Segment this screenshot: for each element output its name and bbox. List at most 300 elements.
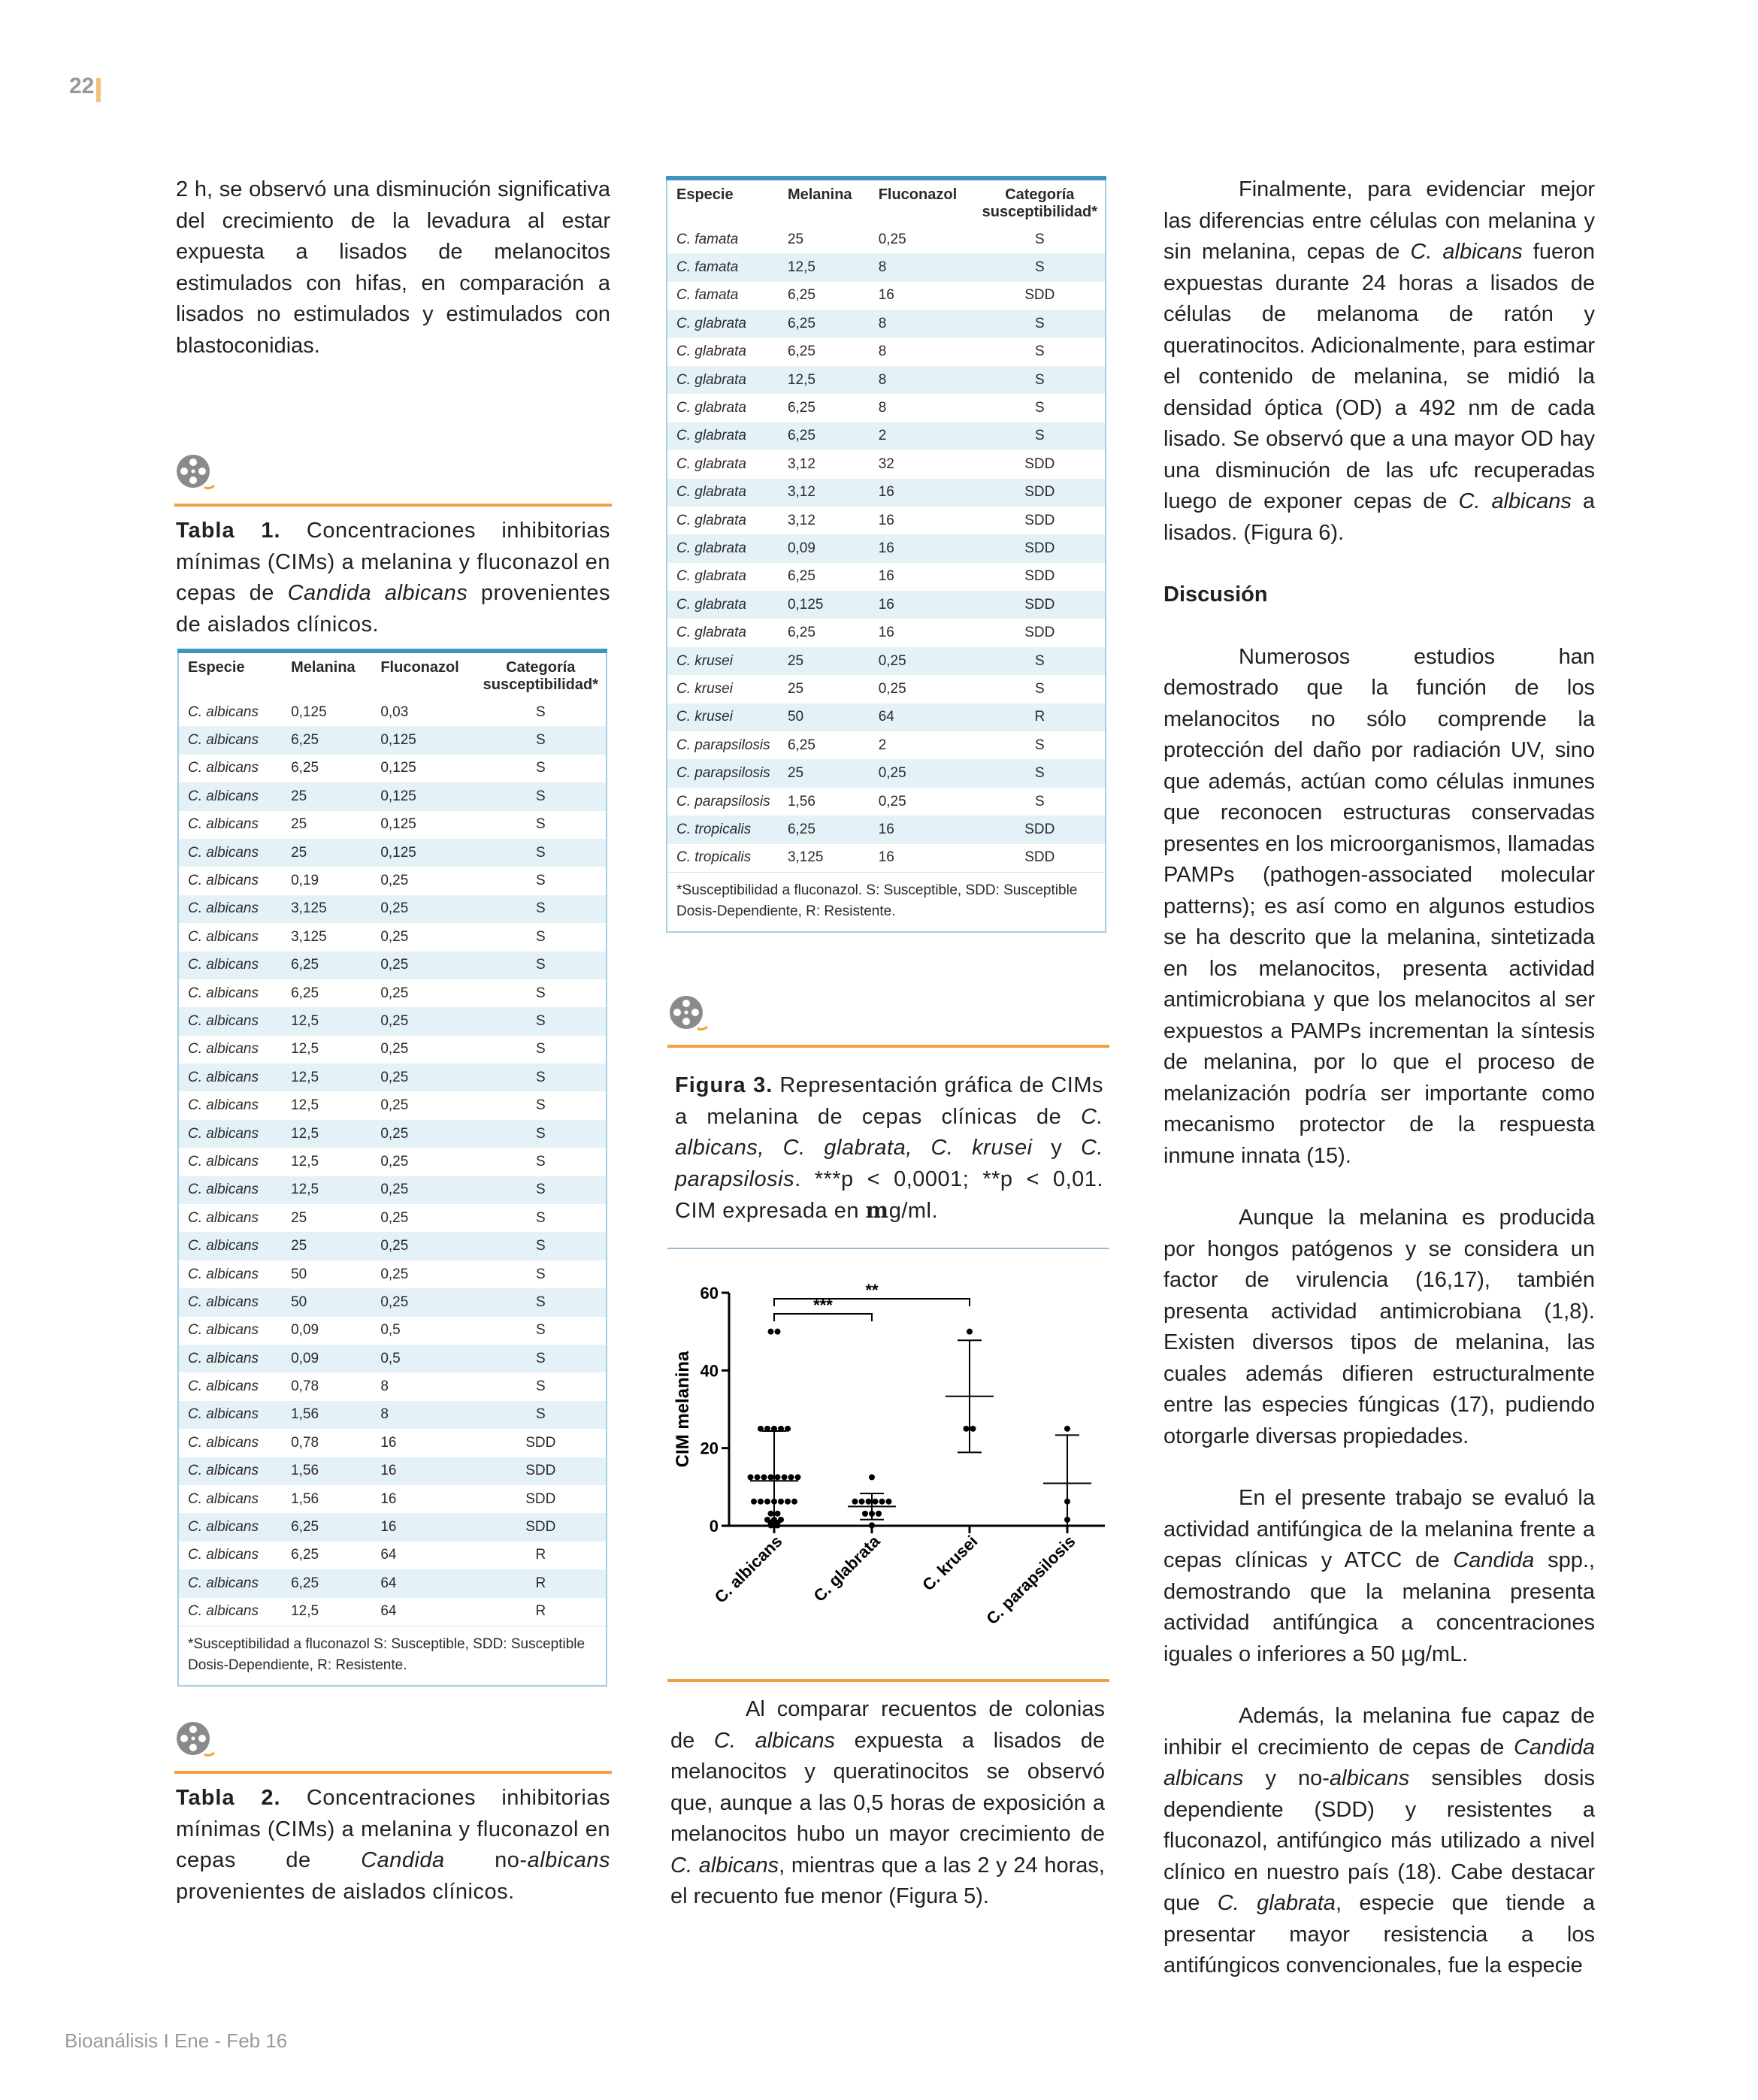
tabla2-cell-categoria: S [1034,231,1045,247]
tabla2-cell-especie: C. parapsilosis [676,765,770,782]
data-point [768,1329,774,1335]
tabla1-cell-especie: C. albicans [188,1519,259,1536]
tabla2-cell-melanina: 6,25 [787,343,815,360]
tabla2-cell-melanina: 50 [787,709,804,725]
tabla2-row [667,338,1106,366]
tabla1-cell-especie: C. albicans [188,1153,259,1170]
tabla1-cell-melanina: 0,78 [291,1378,319,1395]
tabla2-header-row [667,178,1106,225]
data-point [778,1499,784,1505]
tabla2-row [667,534,1106,562]
tabla1-cell-especie: C. albicans [188,985,259,1001]
data-point [758,1499,764,1505]
tabla1-cell-especie: C. albicans [188,1490,259,1507]
tabla2-caption-c: provenientes de aislados clínicos. [176,1879,515,1904]
tabla2-row [667,591,1106,619]
tabla1-cell-melanina: 12,5 [291,1125,319,1142]
tabla1-footnote: *Susceptibilidad a fluconazol S: Susceptible, SDD: Susceptible Dosis-Dependiente, R: Resistente. [178,1626,607,1686]
tabla1-cell-fluconazol: 16 [380,1463,397,1479]
tabla2-cell-especie: C. parapsilosis [676,793,770,809]
tabla2-cell-melanina: 25 [787,652,804,669]
figura3-caption-species2: C. parapsilosis [675,1136,1103,1191]
tabla1-cell-categoria: S [535,1069,546,1085]
tabla1-cell-especie: C. albicans [188,1547,259,1563]
data-point [768,1511,774,1517]
tabla1-cell-categoria: S [535,1406,546,1423]
tabla2-cell-especie: C. glabrata [676,568,746,585]
tabla2-caption [176,1783,610,1908]
tabla1-row [178,755,607,782]
tabla1-cell-especie: C. albicans [188,900,259,917]
tabla1-cell-categoria: S [535,900,546,917]
tabla2-footnote: *Susceptibilidad a fluconazol. S: Susceptible, SDD: Susceptible Dosis-Dependiente, R: Resistente. [667,872,1106,932]
tabla1-cell-especie: C. albicans [188,928,259,945]
tabla1-cell-especie: C. albicans [188,1182,259,1198]
tabla2-cell-especie: C. tropicalis [676,849,752,866]
tabla1-row [178,867,607,894]
film-reel-icon [174,1720,216,1762]
significance-bracket [774,1314,872,1321]
tabla2-row [667,450,1106,478]
right-column-text [1163,174,1595,1982]
data-point [795,1474,801,1480]
tabla2-cell-melanina: 25 [787,765,804,782]
data-point [859,1499,865,1505]
tabla1-row [178,839,607,867]
tabla2-cell-categoria: S [1034,343,1045,360]
tabla2-caption-b: no- [444,1848,528,1872]
tabla1-row [178,952,607,979]
tabla2-cell-fluconazol: 16 [878,625,894,641]
data-point [967,1329,973,1335]
tabla1-cell-melanina: 6,25 [291,1547,319,1563]
data-point [876,1511,882,1517]
y-tick-label: 40 [700,1361,719,1381]
tabla1-row [178,923,607,951]
tabla2-cell-categoria: SDD [1024,596,1055,613]
data-point [751,1499,757,1505]
tabla2-row [667,619,1106,646]
tabla2-header-melanina: Melanina [787,186,852,203]
tabla2-cell-especie: C. glabrata [676,343,746,360]
tabla2-row [667,815,1106,843]
tabla1-cell-fluconazol: 64 [380,1603,397,1620]
figura3-unit-symbol: m [865,1197,889,1223]
tabla2-cell-especie: C. glabrata [676,371,746,388]
tabla1-cell-melanina: 1,56 [291,1463,319,1479]
tabla1-cell-categoria: S [535,1153,546,1170]
x-tick-label: C. albicans [710,1531,786,1607]
tabla1-cell-fluconazol: 16 [380,1490,397,1507]
tabla1-cell-categoria: S [535,1238,546,1254]
tabla1-row [178,1542,607,1569]
tabla1-cell-especie: C. albicans [188,1350,259,1366]
tabla2-cell-especie: C. parapsilosis [676,737,770,753]
data-point [873,1499,879,1505]
tabla1-row [178,1120,607,1148]
data-point [866,1499,872,1505]
tabla2-cell-categoria: S [1034,315,1045,331]
tabla1-row [178,1513,607,1541]
tabla1-cell-especie: C. albicans [188,1294,259,1310]
tabla2-cell-fluconazol: 16 [878,596,894,613]
tabla1-cell-especie: C. albicans [188,844,259,861]
tabla2-cell-fluconazol: 0,25 [878,680,906,697]
tabla2-cell-fluconazol: 8 [878,343,887,360]
data-point [964,1426,970,1432]
tabla2-cell-categoria: SDD [1024,512,1055,528]
tabla1-cell-melanina: 6,25 [291,732,319,749]
data-point [869,1474,875,1480]
right-paragraph-4: En el presente trabajo se evaluó la actividad antifúngica de la melanina frente a cepas clínicas y ATCC de Candida spp., demostrando que la melanina presenta actividad antifúngica a concentraciones iguales o inferiores a 50 µg/mL. [1163,1486,1595,1666]
left-column-text [176,174,610,362]
tabla2-cell-fluconazol: 0,25 [878,793,906,809]
y-axis-label: CIM melanina [673,1351,693,1468]
y-tick-label: 20 [700,1439,719,1458]
tabla1-row [178,1232,607,1260]
tabla1-cell-especie: C. albicans [188,1125,259,1142]
tabla1-cell-fluconazol: 0,25 [380,1182,409,1198]
tabla1-row [178,782,607,810]
tabla2-row [667,479,1106,507]
tabla1-row [178,1372,607,1400]
tabla1-cell-especie: C. albicans [188,1266,259,1282]
data-point [775,1511,781,1517]
tabla1-cell-fluconazol: 0,125 [380,788,416,804]
tabla1-cell-fluconazol: 0,25 [380,1069,409,1085]
tabla2-cell-fluconazol: 32 [878,455,894,472]
tabla2-cell-especie: C. glabrata [676,484,746,501]
data-point [785,1499,791,1505]
tabla2-cell-melanina: 0,09 [787,540,815,556]
tabla2-cell-fluconazol: 16 [878,540,894,556]
tabla2-row [667,253,1106,281]
tabla2-cell-especie: C. glabrata [676,625,746,641]
data-point [748,1474,754,1480]
data-point [862,1511,868,1517]
tabla1-cell-melanina: 25 [291,788,307,804]
tabla1-caption-italic: Candida albicans [287,581,468,605]
data-point [970,1426,976,1432]
tabla2-cell-fluconazol: 8 [878,259,887,276]
tabla2-cell-fluconazol: 2 [878,428,887,444]
tabla2-cell-melanina: 3,125 [787,849,824,866]
tabla1-header-melanina: Melanina [291,659,356,676]
tabla2-cell-melanina: 0,125 [787,596,824,613]
tabla1-cell-especie: C. albicans [188,1378,259,1395]
data-point [761,1474,767,1480]
tabla1-cell-fluconazol: 0,25 [380,1294,409,1310]
tabla2-cell-categoria: S [1034,765,1045,782]
tabla1-cell-especie: C. albicans [188,1603,259,1620]
tabla1-cell-categoria: S [535,788,546,804]
tabla2-caption-rule [174,1771,612,1774]
tabla1-cell-categoria: S [535,1209,546,1226]
tabla2-cell-fluconazol: 16 [878,821,894,837]
tabla1-cell-categoria: S [535,985,546,1001]
data-point [778,1517,784,1523]
tabla1-cell-fluconazol: 0,25 [380,900,409,917]
tabla2-cell-categoria: S [1034,680,1045,697]
tabla1-row [178,1485,607,1513]
tabla1-row [178,698,607,726]
tabla1-row [178,1176,607,1204]
y-tick-label: 0 [709,1517,719,1536]
tabla1-cell-categoria: S [535,1322,546,1339]
tabla2-cell-melanina: 3,12 [787,455,815,472]
tabla2-row [667,422,1106,450]
tabla1-cell-melanina: 12,5 [291,1182,319,1198]
tabla1-row [178,811,607,839]
tabla2-cell-especie: C. krusei [676,680,733,697]
tabla1-cell-fluconazol: 0,25 [380,1041,409,1058]
right-paragraph-2: Numerosos estudios han demostrado que la función de los melanocitos no sólo comprende la protección del daño por radiación UV, sino que además, actúan como células inmunes que reconocen estructuras conservadas presentes en los microorganismos, llamadas PAMPs (pathogen-associated molecular patterns); es así como en algunos estudios se ha descrito que la melanina, sintetizada en los melanocitos, presenta actividad antimicrobiana y que los melanocitos al ser expuestos a PAMPs incrementan la síntesis de melanina, por lo que el proceso de melanización podría ser importante como mecanismo protector de la respuesta inmune innata (15). [1163,644,1595,1168]
tabla1-cell-categoria: R [535,1547,546,1563]
tabla1-cell-fluconazol: 0,25 [380,1266,409,1282]
tabla1-cell-fluconazol: 8 [380,1406,389,1423]
tabla2-cell-melanina: 25 [787,231,804,247]
tabla1-cell-fluconazol: 0,25 [380,1125,409,1142]
right-paragraph-3: Aunque la melanina es producida por hongos patógenos y se considera un factor de virulencia (16,17), también presenta actividad antimicrobiana (1,8). Existen diversos tipos de melanina, las cuales además difieren estructuralmente entre las especies fúngicas (17), pudiendo otorgarle diversas propiedades. [1163,1206,1595,1448]
tabla2-cell-melanina: 6,25 [787,315,815,331]
tabla1-cell-especie: C. albicans [188,1322,259,1339]
tabla1-cell-melanina: 6,25 [291,985,319,1001]
tabla2-cell-especie: C. famata [676,287,739,304]
tabla1-cell-categoria: S [535,1266,546,1282]
data-point [775,1474,781,1480]
tabla1-cell-fluconazol: 64 [380,1547,397,1563]
data-point [869,1522,875,1528]
tabla1-caption-b: provenientes de aislados clínicos. [176,581,610,637]
tabla2-row [667,394,1106,422]
tabla2-cell-fluconazol: 2 [878,737,887,753]
tabla1-row [178,1288,607,1316]
figura3-label: Figura 3. [675,1073,773,1097]
tabla2-label: Tabla 2. [176,1786,281,1810]
tabla1-cell-melanina: 25 [291,1238,307,1254]
tabla1-row [178,1345,607,1372]
figura3-bottom-rule [667,1679,1109,1682]
tabla1-row [178,979,607,1007]
tabla2-cell-melanina: 6,25 [787,737,815,753]
tabla2-cell-fluconazol: 64 [878,709,894,725]
figura3-caption-y: y [1032,1136,1081,1160]
tabla1-cell-melanina: 0,125 [291,704,327,720]
tabla2-cell-categoria: S [1034,652,1045,669]
data-point [886,1499,892,1505]
tabla2-caption-italic2: albicans [527,1848,610,1872]
tabla2-caption-italic1: Candida [361,1848,445,1872]
tabla1-cell-especie: C. albicans [188,957,259,973]
tabla2-row [667,647,1106,675]
data-point [775,1329,781,1335]
tabla1-row [178,1007,607,1035]
tabla1-cell-categoria: SDD [525,1519,556,1536]
tabla1-cell-melanina: 12,5 [291,1603,319,1620]
tabla2-cell-fluconazol: 16 [878,512,894,528]
tabla2-cell-melanina: 6,25 [787,428,815,444]
tabla1-cell-melanina: 25 [291,816,307,833]
tabla1-header-categoria: Categoría susceptibilidad* [483,659,599,693]
tabla1 [177,649,607,1687]
figura3-caption-b: . ***p < 0,0001; **p < 0,01. CIM expresada en [675,1166,1103,1223]
tabla1-cell-melanina: 25 [291,844,307,861]
tabla1-cell-melanina: 12,5 [291,1153,319,1170]
significance-label: *** [813,1296,833,1315]
tabla2-cell-categoria: SDD [1024,540,1055,556]
tabla1-cell-melanina: 25 [291,1209,307,1226]
tabla1-cell-categoria: S [535,1097,546,1114]
page-number-accent [96,78,101,102]
right-paragraph-1: Finalmente, para evidenciar mejor las diferencias entre células con melanina y sin melanina, cepas de C. albicans fueron expuestas durante 24 horas a lisados de células de melanoma de ratón y queratinocitos. Adicionalmente, para estimar el contenido de melanina, se midió la densidad óptica (OD) a 492 nm de cada lisado. Se observó que a una mayor OD hay una disminución de las ufc recuperadas luego de exponer cepas de C. albicans a lisados. (Figura 6). [1163,177,1595,545]
tabla1-cell-especie: C. albicans [188,816,259,833]
tabla2-cell-categoria: SDD [1024,455,1055,472]
data-point [791,1499,797,1505]
tabla1-row [178,1204,607,1232]
data-point [764,1517,770,1523]
tabla2-header-fluconazol: Fluconazol [878,186,958,203]
tabla1-cell-melanina: 0,09 [291,1322,319,1339]
tabla1-cell-fluconazol: 0,25 [380,1012,409,1029]
tabla2-cell-melanina: 1,56 [787,793,815,809]
left-paragraph-1: 2 h, se observó una disminución significativa del crecimiento de la levadura al estar expuesta a lisados de melanocitos estimulados con hifas, en comparación a lisados no estimulados y estimulados con blastoconidias. [176,177,610,358]
tabla1-cell-melanina: 6,25 [291,1519,319,1536]
tabla2-cell-categoria: SDD [1024,849,1055,866]
tabla1-cell-categoria: S [535,873,546,889]
tabla2-row [667,310,1106,337]
figura3-unit-suffix: g/ml. [888,1199,939,1223]
tabla2-row [667,844,1106,873]
tabla2-cell-categoria: S [1034,371,1045,388]
tabla2-cell-especie: C. famata [676,259,739,276]
tabla1-cell-categoria: S [535,732,546,749]
tabla1-cell-categoria: S [535,704,546,720]
tabla1-cell-fluconazol: 64 [380,1575,397,1591]
tabla1-cell-melanina: 0,78 [291,1434,319,1451]
tabla1-cell-melanina: 1,56 [291,1406,319,1423]
tabla1-cell-fluconazol: 16 [380,1519,397,1536]
tabla2-cell-categoria: SDD [1024,625,1055,641]
middle-column-text [670,1694,1105,1913]
tabla1-cell-categoria: SDD [525,1490,556,1507]
tabla2-row [667,282,1106,310]
tabla1-cell-categoria: S [535,1182,546,1198]
tabla1-cell-especie: C. albicans [188,788,259,804]
tabla2-cell-categoria: SDD [1024,568,1055,585]
tabla2-cell-melanina: 6,25 [787,625,815,641]
data-point [768,1474,774,1480]
tabla2-cell-especie: C. tropicalis [676,821,752,837]
tabla1-row [178,1036,607,1064]
data-point [879,1499,885,1505]
tabla1-cell-categoria: S [535,957,546,973]
significance-label: ** [865,1281,879,1300]
tabla2-cell-especie: C. glabrata [676,512,746,528]
figura3-chart [666,1270,1109,1661]
tabla1-cell-melanina: 0,09 [291,1350,319,1366]
tabla1-cell-melanina: 12,5 [291,1012,319,1029]
tabla2-cell-especie: C. famata [676,231,739,247]
tabla2-row [667,225,1106,253]
tabla2-cell-categoria: S [1034,793,1045,809]
tabla1-row [178,1148,607,1176]
tabla2-cell-fluconazol: 16 [878,568,894,585]
tabla2-cell-fluconazol: 8 [878,400,887,416]
tabla1-cell-especie: C. albicans [188,732,259,749]
tabla1-cell-categoria: S [535,928,546,945]
significance-bracket [774,1299,970,1306]
tabla2-cell-categoria: S [1034,428,1045,444]
tabla1-cell-categoria: SDD [525,1434,556,1451]
x-tick-label: C. krusei [918,1531,982,1595]
tabla2-cell-categoria: R [1034,709,1045,725]
tabla2-row [667,366,1106,394]
tabla1-cell-especie: C. albicans [188,1012,259,1029]
tabla1-cell-melanina: 50 [291,1266,307,1282]
tabla1-cell-categoria: R [535,1575,546,1591]
tabla1-cell-fluconazol: 0,25 [380,985,409,1001]
tabla2-cell-melanina: 3,12 [787,512,815,528]
tabla2 [666,176,1106,933]
tabla2-cell-categoria: SDD [1024,484,1055,501]
tabla2-cell-fluconazol: 0,25 [878,231,906,247]
tabla2-cell-melanina: 6,25 [787,400,815,416]
tabla1-row [178,1457,607,1485]
tabla2-cell-categoria: S [1034,259,1045,276]
tabla1-cell-categoria: S [535,844,546,861]
tabla1-row [178,1598,607,1626]
right-paragraph-5: Además, la melanina fue capaz de inhibir el crecimiento de cepas de Candida albicans y no-albicans sensibles dosis dependiente (SDD) y resistentes a fluconazol, antifúngico más utilizado a nivel clínico en nuestro país (18). Cabe destacar que C. glabrata, especie que tiende a presentar mayor resistencia a los antifúngicos convencionales, fue la especie [1163,1704,1595,1977]
tabla1-cell-especie: C. albicans [188,1463,259,1479]
tabla1-cell-fluconazol: 0,125 [380,816,416,833]
tabla1-cell-especie: C. albicans [188,1434,259,1451]
tabla1-cell-melanina: 0,19 [291,873,319,889]
tabla1-cell-fluconazol: 0,25 [380,1153,409,1170]
tabla1-row [178,726,607,754]
data-point [755,1474,761,1480]
tabla1-cell-melanina: 12,5 [291,1097,319,1114]
tabla2-cell-fluconazol: 16 [878,287,894,304]
tabla2-cell-melanina: 25 [787,680,804,697]
tabla2-caption-a: Concentraciones inhibitorias mínimas (CIMs) a melanina y fluconazol en cepas de [176,1786,610,1872]
page-footer: Bioanálisis I Ene - Feb 16 [65,2029,288,2052]
x-tick-label: C. glabrata [809,1531,884,1605]
tabla1-row [178,1260,607,1288]
tabla2-cell-melanina: 3,12 [787,484,815,501]
tabla1-cell-fluconazol: 0,125 [380,732,416,749]
tabla2-cell-fluconazol: 16 [878,484,894,501]
data-point [1064,1426,1070,1432]
data-point [782,1474,788,1480]
figura3-caption [675,1070,1103,1227]
data-point [852,1499,858,1505]
tabla1-cell-fluconazol: 0,03 [380,704,409,720]
tabla2-cell-fluconazol: 16 [878,849,894,866]
figura3-caption-rule [667,1045,1109,1048]
tabla2-row [667,759,1106,787]
tabla1-row [178,895,607,923]
tabla2-cell-melanina: 12,5 [787,371,815,388]
film-reel-icon [174,452,216,495]
tabla1-cell-fluconazol: 0,125 [380,844,416,861]
tabla2-row [667,704,1106,731]
tabla1-cell-categoria: S [535,1378,546,1395]
page-number: 22 [69,74,95,98]
tabla1-cell-fluconazol: 0,25 [380,1209,409,1226]
tabla1-row [178,1317,607,1345]
tabla1-row [178,1429,607,1457]
tabla1-cell-fluconazol: 0,5 [380,1322,401,1339]
